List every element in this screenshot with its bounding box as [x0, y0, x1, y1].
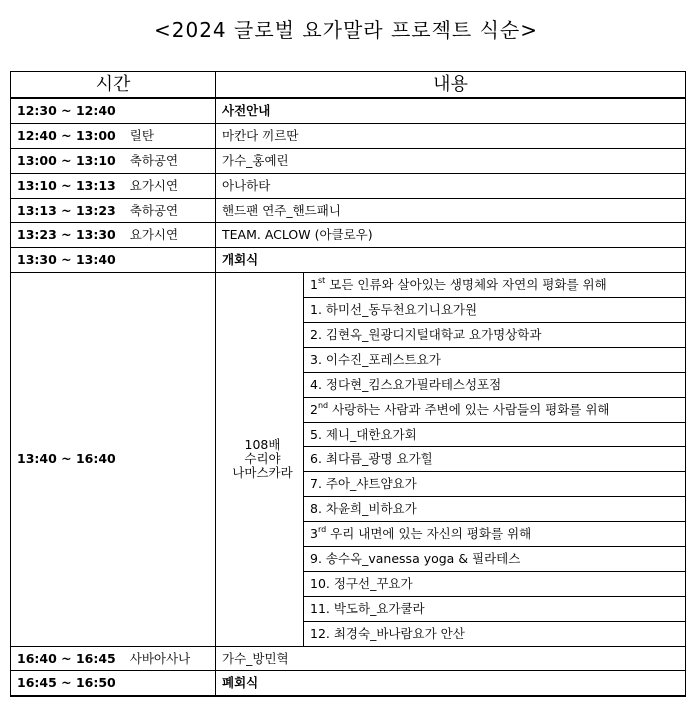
time-range: 13:00 ~ 13:10 — [17, 152, 116, 168]
table-row — [11, 248, 686, 273]
activity-label: 사바아사나 — [129, 650, 191, 666]
item-text: 12. 최경숙_바나람요가 안산 — [310, 625, 465, 641]
program-item — [304, 497, 686, 522]
program-item — [304, 522, 686, 547]
table-row — [11, 173, 686, 198]
time-range: 16:45 ~ 16:50 — [17, 675, 116, 691]
activity-label: 축하공연 — [129, 202, 179, 218]
content-cell: 개회식 — [216, 248, 686, 273]
ordinal-number: 2 — [310, 401, 318, 417]
table-row — [11, 198, 686, 223]
item-text: 8. 차윤희_비하요가 — [310, 501, 417, 517]
time-range: 13:40 ~ 16:40 — [17, 451, 116, 467]
item-text: 2. 김현옥_원광디지털대학교 요가명상학과 — [310, 326, 542, 342]
program-item — [304, 621, 686, 646]
table-row — [11, 148, 686, 173]
program-item — [304, 447, 686, 472]
program-item — [304, 372, 686, 397]
time-cell — [11, 173, 216, 198]
table-row — [11, 273, 686, 298]
item-text: 3. 이수진_포레스트요가 — [310, 351, 441, 367]
ordinal-suffix: rd — [317, 525, 327, 535]
program-item — [304, 472, 686, 497]
ordinal-number: 1 — [310, 277, 318, 293]
time-cell — [11, 273, 216, 646]
item-text: 사랑하는 사람과 주변에 있는 사람들의 평화를 위해 — [328, 401, 610, 417]
activity-label: 축하공연 — [129, 152, 179, 168]
time-cell — [11, 646, 216, 671]
ordinal-number: 3 — [310, 526, 318, 542]
ordinal-suffix: nd — [317, 400, 329, 410]
schedule-table — [10, 71, 686, 697]
table-row — [11, 671, 686, 696]
item-text: 우리 내면에 있는 자신의 평화를 위해 — [326, 526, 532, 542]
middle-cell — [216, 273, 304, 646]
table-row — [11, 98, 686, 123]
time-cell — [11, 248, 216, 273]
program-item — [304, 298, 686, 323]
time-range: 13:13 ~ 13:23 — [17, 202, 116, 218]
item-text: 11. 박도하_요가쿨라 — [310, 600, 425, 616]
time-range: 13:10 ~ 13:13 — [17, 177, 116, 193]
content-cell: 핸드팬 연주_핸드패니 — [216, 198, 686, 223]
item-text: 4. 정다현_킴스요가필라테스성포점 — [310, 376, 502, 392]
content-cell: TEAM. ACLOW (아클로우) — [216, 223, 686, 248]
header-content: 내용 — [216, 72, 686, 99]
program-item — [304, 571, 686, 596]
table-row — [11, 123, 686, 148]
middle-line: 수리야 — [244, 451, 281, 467]
activity-label: 릴탄 — [129, 127, 154, 143]
content-cell: 가수_홍예린 — [216, 148, 686, 173]
item-text: 모든 인류와 살아있는 생명체와 자연의 평화를 위해 — [325, 277, 607, 293]
program-item — [304, 422, 686, 447]
header-time: 시간 — [11, 72, 216, 99]
item-text: 9. 송수옥_vanessa yoga & 필라테스 — [310, 550, 521, 566]
time-range: 12:30 ~ 12:40 — [17, 102, 116, 118]
time-cell — [11, 198, 216, 223]
content-cell: 아나하타 — [216, 173, 686, 198]
ordinal-suffix: st — [317, 276, 326, 286]
page-title: <2024 글로벌 요가말라 프로젝트 식순> — [153, 18, 538, 42]
program-item — [304, 596, 686, 621]
item-text: 10. 정구선_꾸요가 — [310, 575, 413, 591]
item-text: 1. 하미선_동두천요기니요가원 — [310, 302, 478, 318]
activity-label: 요가시연 — [129, 227, 179, 243]
content-cell: 폐회식 — [216, 671, 686, 696]
content-cell: 가수_방민혁 — [216, 646, 686, 671]
activity-label: 요가시연 — [129, 177, 179, 193]
content-cell: 사전안내 — [216, 98, 686, 123]
content-cell: 마칸다 끼르딴 — [216, 123, 686, 148]
header-row — [11, 72, 686, 99]
time-cell — [11, 223, 216, 248]
item-text: 7. 주아_샤트얌요가 — [310, 476, 417, 492]
middle-line: 나마스카라 — [232, 465, 293, 481]
program-item — [304, 323, 686, 348]
table-row — [11, 646, 686, 671]
item-text: 5. 제니_대한요가회 — [310, 426, 417, 442]
time-range: 13:30 ~ 13:40 — [17, 252, 116, 268]
program-item — [304, 547, 686, 572]
table-row — [11, 223, 686, 248]
time-range: 13:23 ~ 13:30 — [17, 227, 116, 243]
item-text: 6. 최다름_광명 요가힐 — [310, 451, 433, 467]
time-cell — [11, 671, 216, 696]
time-range: 16:40 ~ 16:45 — [17, 650, 116, 666]
time-range: 12:40 ~ 13:00 — [17, 127, 116, 143]
program-item — [304, 273, 686, 298]
time-cell — [11, 98, 216, 123]
time-cell — [11, 148, 216, 173]
time-cell — [11, 123, 216, 148]
program-item — [304, 347, 686, 372]
middle-line: 108배 — [244, 437, 281, 453]
program-item — [304, 397, 686, 422]
